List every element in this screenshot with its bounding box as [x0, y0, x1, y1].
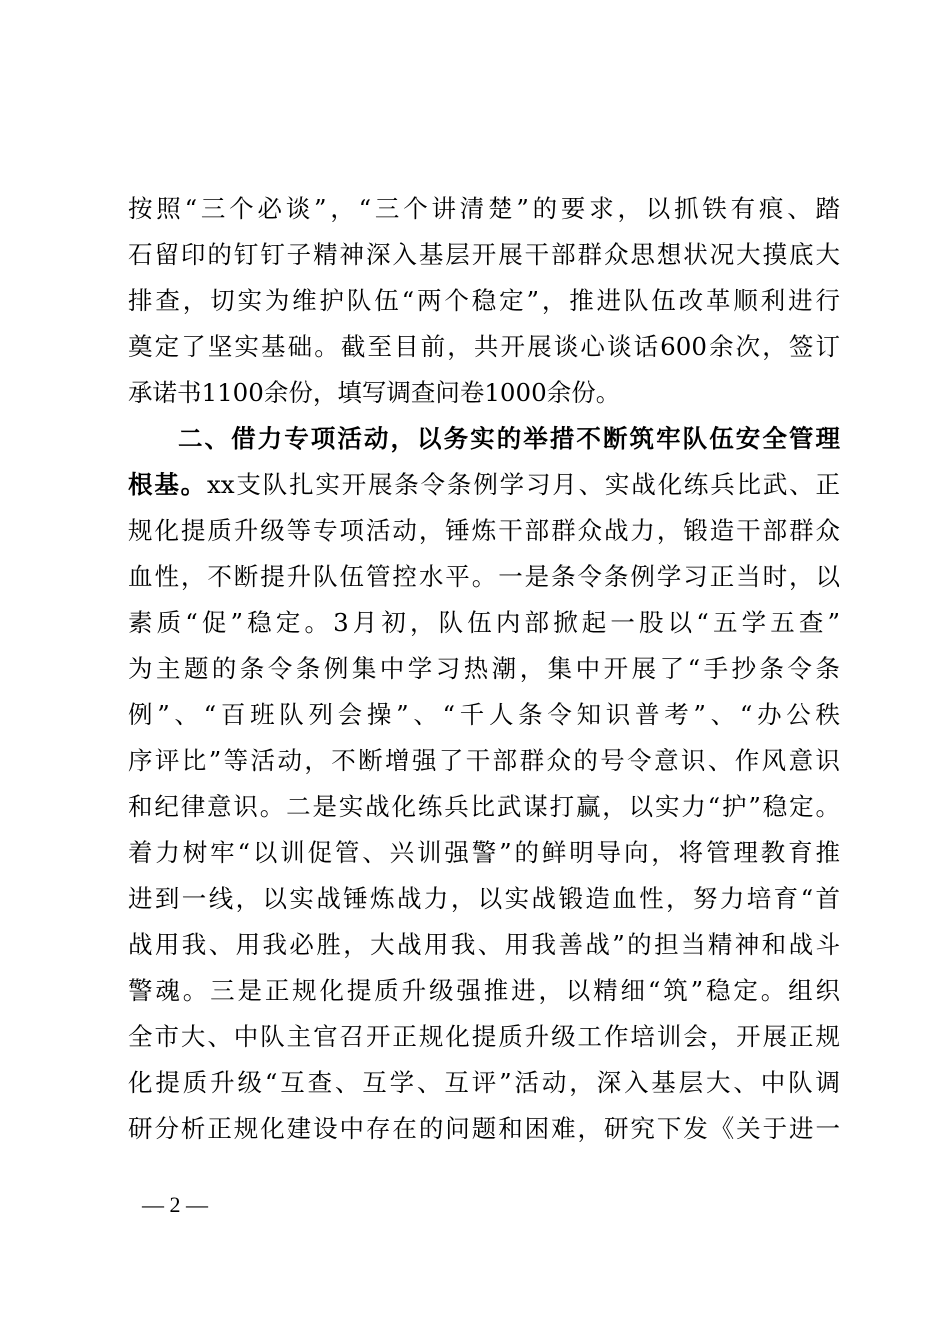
paragraph-line: 着力树牢“以训促管、兴训强警”的鲜明导向，将管理教育推 — [128, 838, 840, 867]
paragraph-line: 警魂。三是正规化提质升级强推进，以精细“筑”稳定。组织 — [128, 976, 840, 1005]
paragraph-line: 承诺书1100余份，填写调查问卷1000余份。 — [128, 378, 621, 407]
paragraph-line: 规化提质升级等专项活动，锤炼干部群众战力，锻造干部群众 — [128, 516, 840, 545]
paragraph-line: 奠定了坚实基础。截至目前，共开展谈心谈话600余次，签订 — [128, 332, 840, 361]
paragraph-line: 进到一线，以实战锤炼战力，以实战锻造血性，努力培育“首 — [128, 884, 840, 913]
paragraph-line: 石留印的钉钉子精神深入基层开展干部群众思想状况大摸底大 — [128, 240, 840, 269]
paragraph-line: 研分析正规化建设中存在的问题和困难，研究下发《关于进一 — [128, 1114, 840, 1143]
section-heading-continued — [128, 462, 840, 508]
paragraph-line: 排查，切实为维护队伍“两个稳定”，推进队伍改革顺利进行 — [128, 286, 840, 315]
paragraph-line: 按照“三个必谈”，“三个讲清楚”的要求，以抓铁有痕、踏 — [128, 194, 840, 223]
page-number: — 2 — — [142, 1192, 208, 1217]
paragraph-line: 血性，不断提升队伍管控水平。一是条令条例学习正当时，以 — [128, 562, 840, 591]
paragraph-line: 素质“促”稳定。3月初，队伍内部掀起一股以“五学五查” — [128, 608, 840, 637]
paragraph-text: xx支队扎实开展条令条例学习月、实战化练兵比武、正 — [206, 470, 840, 499]
body-text — [128, 186, 840, 1152]
paragraph-line: 例”、“百班队列会操”、“千人条令知识普考”、“办公秩 — [128, 700, 840, 729]
section-heading: 二、借力专项活动，以务实的举措不断筑牢队伍安全管理 — [178, 424, 840, 453]
paragraph-line: 化提质升级“互查、互学、互评”活动，深入基层大、中队调 — [128, 1068, 840, 1097]
paragraph-line: 战用我、用我必胜，大战用我、用我善战”的担当精神和战斗 — [128, 930, 840, 959]
paragraph-line: 为主题的条令条例集中学习热潮，集中开展了“手抄条令条 — [128, 654, 840, 683]
section-heading-end: 根基。 — [128, 470, 207, 499]
paragraph-line: 全市大、中队主官召开正规化提质升级工作培训会，开展正规 — [128, 1022, 840, 1051]
paragraph-line: 和纪律意识。二是实战化练兵比武谋打赢，以实力“护”稳定。 — [128, 792, 840, 821]
paragraph-line: 序评比”等活动，不断增强了干部群众的号令意识、作风意识 — [128, 746, 840, 775]
